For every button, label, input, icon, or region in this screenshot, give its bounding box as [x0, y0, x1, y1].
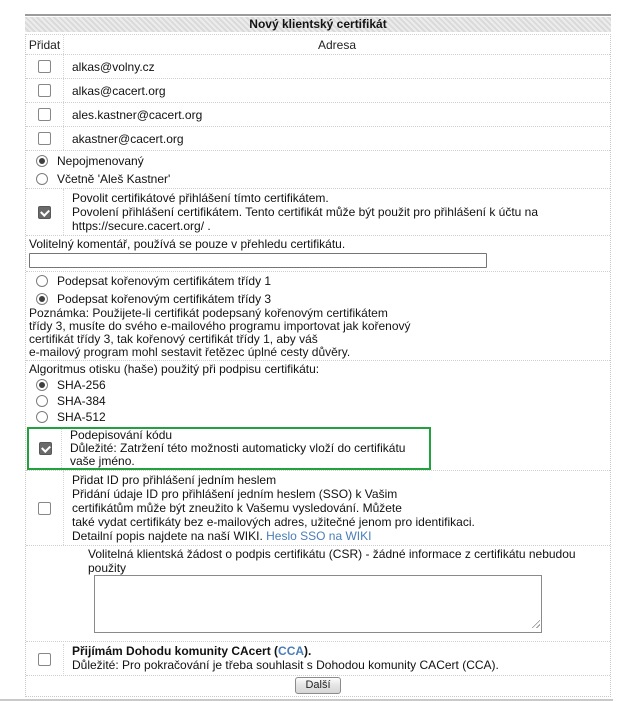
- sso-description-line: Přidání údaje ID pro přihlášení jedním heslem (SSO) k Vašim: [72, 487, 398, 501]
- form-title: Nový klientský certifikát: [25, 17, 611, 32]
- cert-login-description: Povolení přihlášení certifikátem. Tento certifikát může být použit pro přihlášení k účtu na https://secure.cacert.org/ .: [72, 205, 539, 233]
- table-header-row: [26, 35, 610, 54]
- submit-row: [26, 675, 610, 696]
- codesign-highlight-box: [27, 427, 431, 470]
- email-checkbox[interactable]: [38, 132, 51, 145]
- hash-option-label: SHA-256: [57, 378, 106, 392]
- root-option-row: [26, 290, 610, 307]
- email-checkbox[interactable]: [38, 60, 51, 73]
- column-header-add: Přidat: [28, 37, 61, 52]
- name-option-label: Včetně 'Aleš Kastner': [57, 172, 171, 186]
- sso-label: Přidat ID pro přihlášení jedním heslem: [72, 473, 277, 487]
- email-row: [26, 126, 610, 150]
- cca-row: [26, 641, 610, 675]
- name-include-radio[interactable]: [36, 173, 48, 185]
- hash-label: Algoritmus otisku (haše) použitý při podpisu certifikátu:: [29, 362, 320, 376]
- root-note-line: třídy 3, musíte do svého e-mailového programu importovat jak kořenový: [29, 319, 411, 333]
- name-option-row: [26, 151, 610, 170]
- sso-wiki-text: Detailní popis najdete na naší WIKI.: [72, 529, 267, 543]
- email-checkbox[interactable]: [38, 84, 51, 97]
- hash-sha256-radio[interactable]: [36, 379, 48, 391]
- codesign-checkbox[interactable]: [39, 442, 52, 455]
- top-rule: [25, 14, 611, 16]
- root-note-line: certifikát třídy 3, tak kořenový certifikát třídy 1, aby váš: [29, 332, 318, 346]
- csr-label: Volitelná klientská žádost o podpis certifikátu (CSR) - žádné informace z certifikátu nebudou použity: [88, 547, 576, 575]
- cca-agreement-label: [72, 644, 606, 658]
- hash-option-row: [26, 393, 610, 409]
- cert-login-checkbox[interactable]: [38, 206, 51, 219]
- cca-link[interactable]: CCA: [278, 644, 305, 658]
- hash-option-label: SHA-512: [57, 410, 106, 424]
- root-note-line: Poznámka: Použijete-li certifikát podepsaný kořenovým certifikátem: [29, 306, 388, 320]
- csr-textarea-wrapper: [94, 575, 542, 633]
- hash-sha384-radio[interactable]: [36, 395, 48, 407]
- sso-description-line: také vydat certifikáty bez e-mailových adres, užitečné jenom pro identifikaci.: [72, 515, 475, 529]
- root-note-line: e-mailový program mohl sestavit řetězec úplné cesty důvěry.: [29, 345, 351, 359]
- cca-important-note: Důležité: Pro pokračování je třeba souhlasit s Dohodou komunity CACert (CCA).: [72, 658, 499, 672]
- hash-option-row: [26, 377, 610, 393]
- root-class1-radio[interactable]: [36, 275, 48, 287]
- hash-option-label: SHA-384: [57, 394, 106, 408]
- email-row: [26, 78, 610, 102]
- csr-textarea[interactable]: [94, 575, 542, 633]
- column-header-address: Adresa: [63, 35, 610, 54]
- name-option-row: [26, 170, 610, 188]
- codesign-row: [26, 427, 610, 470]
- cert-login-row: [26, 188, 610, 235]
- cca-checkbox[interactable]: [38, 653, 51, 666]
- sso-description-line: certifikátům může být zneužito k Vašemu vysledování. Můžete: [72, 501, 402, 515]
- email-row: [26, 54, 610, 78]
- sso-checkbox[interactable]: [38, 502, 51, 515]
- root-option-label: Podepsat kořenovým certifikátem třídy 1: [57, 274, 272, 288]
- sso-description-line: [72, 529, 606, 543]
- name-options-section: [26, 150, 610, 188]
- root-option-label: Podepsat kořenovým certifikátem třídy 3: [57, 291, 272, 306]
- hash-sha512-radio[interactable]: [36, 411, 48, 423]
- cert-login-label: Povolit certifikátové přihlášení tímto certifikátem.: [72, 191, 329, 205]
- sso-wiki-link[interactable]: Heslo SSO na WIKI: [266, 529, 372, 543]
- comment-label: Volitelný komentář, používá se pouze v přehledu certifikátu.: [29, 237, 346, 251]
- name-unnamed-radio[interactable]: [36, 155, 48, 167]
- comment-input[interactable]: [29, 253, 487, 268]
- csr-section: [26, 545, 610, 641]
- certificate-form: [25, 34, 611, 697]
- email-address: alkas@cacert.org: [63, 79, 610, 102]
- email-address: alkas@volny.cz: [63, 55, 610, 78]
- codesign-label: Podepisování kódu: [70, 428, 173, 442]
- hash-option-row: [26, 409, 610, 425]
- email-address: akastner@cacert.org: [63, 127, 610, 150]
- name-option-label: Nepojmenovaný: [57, 153, 144, 168]
- cca-text-pre: Přijímám Dohodu komunity CAcert (: [72, 644, 279, 658]
- codesign-important-note: Důležité: Zatržení této možnosti automaticky vloží do certifikátu vaše jméno.: [70, 441, 406, 468]
- root-option-row: [26, 272, 610, 290]
- email-row: [26, 102, 610, 126]
- email-checkbox[interactable]: [38, 108, 51, 121]
- next-button[interactable]: Další: [295, 677, 340, 694]
- page: [0, 14, 620, 691]
- comment-section: [26, 235, 610, 271]
- hash-section: [26, 360, 610, 427]
- cca-text-post: ).: [304, 644, 312, 658]
- root-class3-radio[interactable]: [36, 293, 48, 305]
- sso-row: [26, 470, 610, 545]
- email-address: ales.kastner@cacert.org: [63, 103, 610, 126]
- root-cert-section: [26, 271, 610, 360]
